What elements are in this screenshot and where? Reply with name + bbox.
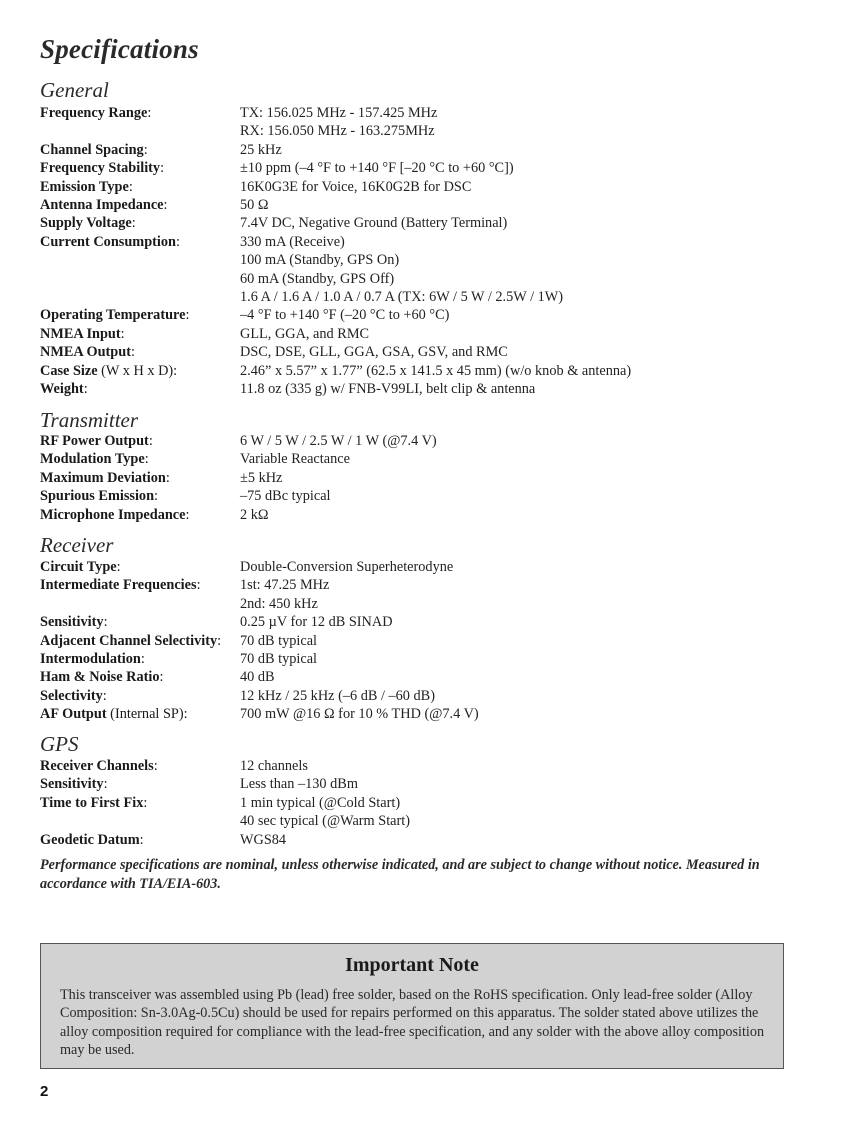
spec-value: 12 kHz / 25 kHz (–6 dB / –60 dB) [240,687,435,704]
spec-row [40,757,830,775]
spec-row [40,122,830,140]
spec-label-text: Operating Temperature [40,307,186,324]
spec-label [40,141,148,159]
spec-label-suffix: : [103,614,108,631]
spec-row [40,558,830,576]
spec-label [40,558,121,576]
spec-label-suffix: : [160,160,165,177]
spec-label-text: Case Size [40,362,98,379]
spec-row [40,705,830,723]
spec-label-suffix: : [143,794,148,811]
spec-label-text: Circuit Type [40,559,117,575]
spec-row [40,687,830,705]
spec-row [40,288,830,306]
spec-label [40,104,151,122]
spec-value: ±10 ppm (–4 °F to +140 °F [–20 °C to +60 °C]) [240,160,514,177]
spec-label [40,450,149,468]
spec-label [40,775,108,793]
spec-row [40,362,830,380]
spec-label-suffix: : [103,776,108,793]
spec-label [40,432,153,450]
spec-value: Less than –130 dBm [240,776,358,793]
important-note-title: Important Note [345,954,479,976]
spec-row [40,812,830,830]
spec-label-suffix: : [144,451,149,468]
spec-label-text: Modulation Type [40,451,145,468]
spec-label-text: Ham & Noise Ratio [40,669,160,686]
spec-label-suffix: : [185,307,190,324]
spec-label-text: Weight [40,381,84,397]
spec-value: Variable Reactance [240,451,350,468]
spec-value: 25 kHz [240,141,282,158]
spec-row [40,196,830,214]
spec-label-text: Supply Voltage [40,215,132,232]
spec-value: 16K0G3E for Voice, 16K0G2B for DSC [240,178,472,195]
spec-label-suffix: : [83,381,88,397]
section-heading-gps: GPS [40,732,79,756]
spec-row [40,343,830,361]
spec-label [40,343,135,361]
spec-value: Double-Conversion Superheterodyne [240,559,454,575]
spec-label-suffix: : [163,197,168,213]
spec-value: 50 Ω [240,197,269,213]
spec-row [40,775,830,793]
spec-label-text: Channel Spacing [40,141,144,158]
spec-label-suffix: : [153,758,158,774]
spec-label [40,469,170,487]
spec-label [40,325,125,343]
spec-label-text: Adjacent Channel Selectivity [40,632,218,649]
spec-value: 70 dB typical [240,651,318,667]
spec-label-suffix: : [131,215,136,232]
spec-value: 100 mA (Standby, GPS On) [240,252,400,269]
important-note-box [40,943,784,1069]
spec-label [40,178,133,196]
spec-label-suffix: : [148,433,153,449]
spec-label-suffix: : [102,687,107,704]
spec-label-text: Geodetic Datum [40,831,140,848]
spec-row [40,325,830,343]
spec-value: GLL, GGA, and RMC [240,325,370,342]
spec-label-suffix: : [116,559,121,575]
spec-label-text: Sensitivity [40,776,104,793]
spec-label [40,196,168,214]
spec-label [40,831,144,849]
spec-label-suffix: : [143,141,148,158]
spec-label-text: Spurious Emission [40,488,155,505]
spec-value: 2.46” x 5.57” x 1.77” (62.5 x 141.5 x 45 mm) (w/o knob & antenna) [240,362,632,379]
spec-row [40,668,830,686]
spec-label-suffix: : [196,577,201,594]
spec-row [40,632,830,650]
spec-label-suffix: : [217,632,222,649]
spec-row [40,576,830,594]
spec-label [40,487,158,505]
spec-row [40,251,830,269]
spec-label-text: Maximum Deviation [40,469,166,486]
spec-value: WGS84 [240,831,287,848]
spec-label [40,705,188,723]
spec-label-suffix: : [185,506,190,523]
spec-row [40,159,830,177]
spec-value: DSC, DSE, GLL, GGA, GSA, GSV, and RMC [240,344,508,361]
spec-value: 70 dB typical [240,632,318,649]
spec-row [40,233,830,251]
spec-value: 12 channels [240,758,308,774]
spec-label-text: Frequency Stability [40,160,161,177]
spec-label [40,380,88,398]
page-title: Specifications [40,34,199,64]
spec-label-text: Microphone Impedance [40,506,186,523]
section-heading-receiver: Receiver [40,533,114,557]
spec-row [40,432,830,450]
spec-label-text: Emission Type [40,178,129,195]
spec-label-suffix: : [175,233,180,250]
spec-row [40,214,830,232]
spec-value: 1.6 A / 1.6 A / 1.0 A / 0.7 A (TX: 6W / 5 W / 2.5W / 1W) [240,289,564,305]
spec-label-suffix: : [139,831,144,848]
spec-label [40,306,189,324]
section-heading-general: General [40,78,109,102]
spec-row [40,141,830,159]
spec-row [40,487,830,505]
spec-label-suffix: : [147,105,152,121]
spec-row [40,178,830,196]
page-number: 2 [40,1083,49,1100]
spec-label-text: Receiver Channels [40,758,154,774]
spec-value: 1st: 47.25 MHz [240,577,330,594]
spec-label-text: Frequency Range [40,105,148,121]
footnote: Performance specifications are nominal, unless otherwise indicated, and are subject to change without notice. Measured in accordance with TIA/EIA-603. [40,857,760,892]
spec-label-suffix: (W x H x D): [97,362,178,379]
spec-row [40,831,830,849]
spec-label-text: RF Power Output [40,433,149,449]
spec-label [40,362,177,380]
spec-label [40,159,164,177]
spec-label-text: Intermediate Frequencies [40,577,197,594]
spec-row [40,650,830,668]
spec-label-text: AF Output [40,706,107,723]
important-note-body: This transceiver was assembled using Pb (lead) free solder, based on the RoHS specification. Only lead-free solder (Alloy Composition: Sn-3.0Ag-0.5Cu) should be used for repairs performed on this apparatus. The solder stated above utilizes the alloy composition required for compliance with the lead-free specification, and any solder with the above alloy composition may be used. [60,987,765,1058]
spec-value: 6 W / 5 W / 2.5 W / 1 W (@7.4 V) [240,433,437,449]
spec-label-suffix: : [140,651,145,667]
spec-value: ±5 kHz [240,469,283,486]
spec-label [40,214,136,232]
spec-label [40,757,158,775]
spec-value: 2nd: 450 kHz [240,595,318,612]
spec-label [40,233,180,251]
spec-label-text: Current Consumption [40,233,176,250]
spec-label [40,687,107,705]
spec-label-text: Antenna Impedance [40,197,164,213]
spec-label-suffix: : [159,669,164,686]
spec-value: 1 min typical (@Cold Start) [240,794,401,811]
spec-value: 60 mA (Standby, GPS Off) [240,270,395,287]
spec-value: –75 dBc typical [240,488,331,505]
spec-label-text: NMEA Input [40,325,121,342]
spec-value: 7.4V DC, Negative Ground (Battery Terminal) [240,215,508,232]
spec-value: 11.8 oz (335 g) w/ FNB-V99LI, belt clip & antenna [240,381,536,397]
spec-row [40,469,830,487]
spec-row [40,270,830,288]
spec-label [40,613,108,631]
spec-row [40,595,830,613]
spec-label-text: Intermodulation [40,651,141,667]
spec-row [40,306,830,324]
spec-label-suffix: (Internal SP): [106,706,188,723]
spec-label-suffix: : [130,344,135,361]
spec-value: 700 mW @16 Ω for 10 % THD (@7.4 V) [240,706,479,723]
spec-value: –4 °F to +140 °F (–20 °C to +60 °C) [240,307,450,324]
spec-label-text: NMEA Output [40,344,131,361]
spec-label-text: Selectivity [40,687,103,704]
spec-row [40,104,830,122]
spec-row [40,380,830,398]
spec-label [40,576,201,594]
spec-label-text: Time to First Fix [40,794,144,811]
spec-value: TX: 156.025 MHz - 157.425 MHz [240,105,438,121]
spec-value: 40 dB [240,669,275,686]
spec-value: 40 sec typical (@Warm Start) [240,813,411,830]
spec-value: 0.25 µV for 12 dB SINAD [240,614,393,631]
spec-row [40,450,830,468]
spec-value: 330 mA (Receive) [240,233,345,250]
spec-label-suffix: : [165,469,170,486]
spec-value: RX: 156.050 MHz - 163.275MHz [240,123,435,140]
spec-label [40,632,221,650]
spec-row [40,613,830,631]
spec-label [40,506,189,524]
section-heading-transmitter: Transmitter [40,408,139,432]
spec-label [40,794,147,812]
spec-label [40,668,164,686]
spec-row [40,506,830,524]
spec-label-text: Sensitivity [40,614,104,631]
spec-label-suffix: : [154,488,159,505]
spec-label-suffix: : [128,178,133,195]
spec-value: 2 kΩ [240,506,269,523]
spec-label-suffix: : [120,325,125,342]
spec-label [40,650,145,668]
spec-row [40,794,830,812]
